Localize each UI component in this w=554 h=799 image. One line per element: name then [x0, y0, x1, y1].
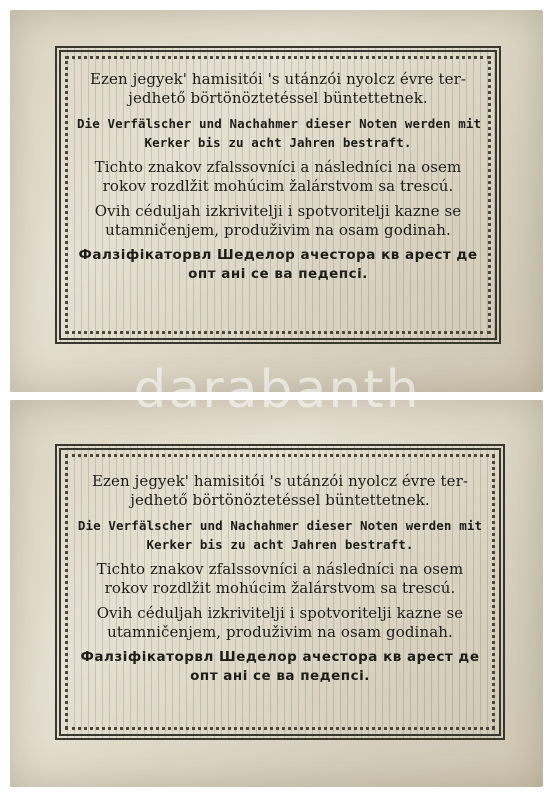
slovak-line-1: Tichto znakov zfalssovníci a následníci na osem	[96, 560, 464, 578]
romanian-cyrillic-line-2: опт ані се ва педепсі.	[190, 668, 370, 684]
romanian-cyrillic-line-1: Фалзіфікаторвл Шеделор ачестора кв арест де	[80, 649, 480, 665]
romanian-cyrillic-line-1: Фалзіфікаторвл Шеделор ачестора кв арест де	[78, 247, 478, 263]
croatian-line-2: utamničenjem, produživim na osam godinah.	[107, 623, 453, 641]
banknote-back-bottom	[10, 400, 543, 787]
warning-text-block	[77, 70, 482, 284]
slovak-line-1: Tichto znakov zfalssovníci a následníci na osem	[94, 158, 462, 176]
german-line-1: Die Verfälscher und Nachahmer dieser Noten werden mit	[77, 116, 482, 131]
warning-text-block	[77, 472, 483, 686]
hungarian-line-1: Ezen jegyek' hamisitói 's utánzói nyolcz évre ter-	[91, 472, 469, 490]
croatian-line-1: Ovih céduljah izkrivitelji i spotvoritelji kazne se	[94, 202, 462, 220]
watermark: darabanth	[133, 360, 421, 420]
german-line-1: Die Verfälscher und Nachahmer dieser Noten werden mit	[77, 518, 483, 533]
banknote-back-top	[10, 10, 543, 392]
croatian-line-2: utamničenjem, produživim na osam godinah.	[105, 221, 451, 239]
ornamental-border	[55, 444, 505, 740]
slovak-line-2: rokov rozdlžit mohúcim žalárstvom sa trescú.	[102, 177, 454, 195]
german-line-2: Kerker bis zu acht Jahren bestraft.	[146, 537, 414, 552]
croatian-line-1: Ovih céduljah izkrivitelji i spotvoritelji kazne se	[96, 604, 464, 622]
ornamental-border	[55, 46, 501, 344]
romanian-cyrillic-line-2: опт ані се ва педепсі.	[188, 266, 368, 282]
german-line-2: Kerker bis zu acht Jahren bestraft.	[144, 135, 412, 150]
hungarian-line-1: Ezen jegyek' hamisitói 's utánzói nyolcz évre ter-	[89, 70, 467, 88]
hungarian-line-2: jedhető börtönöztetéssel büntettetnek.	[130, 491, 430, 509]
hungarian-line-2: jedhető börtönöztetéssel büntettetnek.	[128, 89, 428, 107]
slovak-line-2: rokov rozdlžit mohúcim žalárstvom sa trescú.	[104, 579, 456, 597]
